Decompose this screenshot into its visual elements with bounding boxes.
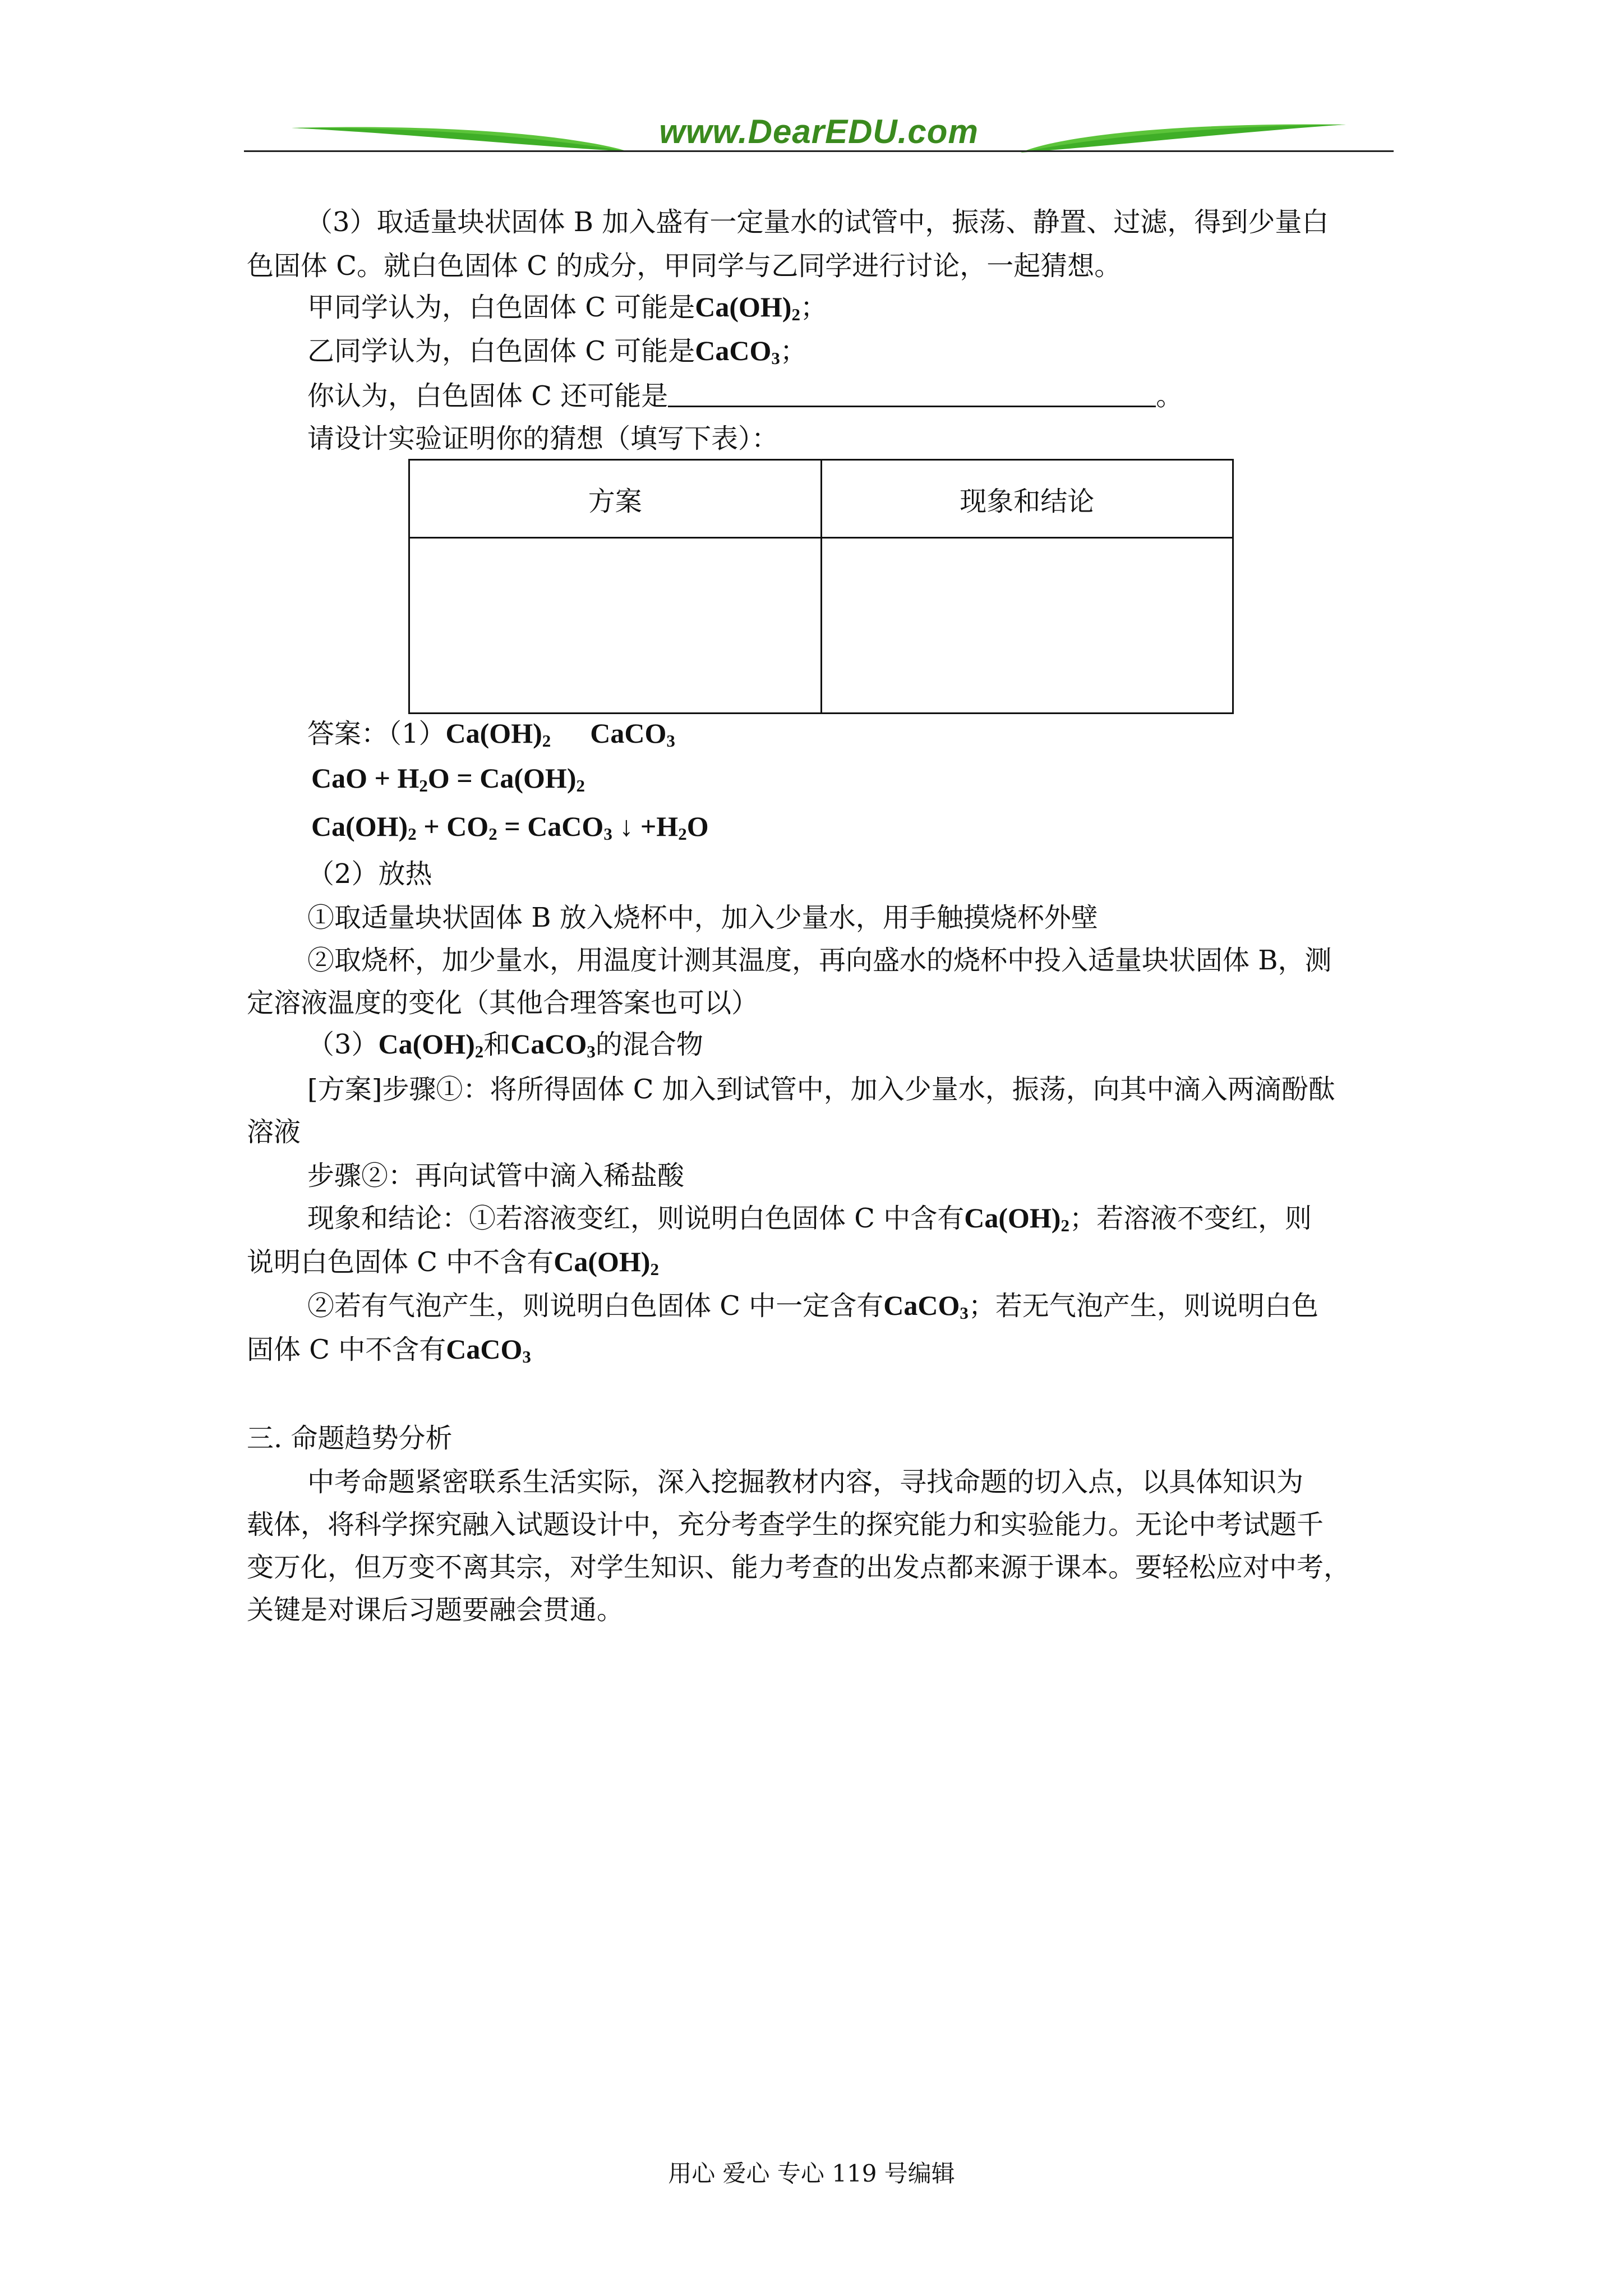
- answer-blank[interactable]: [668, 383, 1156, 407]
- q3-line-2: 色固体 C。就白色固体 C 的成分，甲同学与乙同学进行讨论，一起猜想。: [247, 250, 1122, 282]
- q3-jia-line: 甲同学认为，白色固体 C 可能是$Ca(OH)_2$；: [307, 291, 827, 324]
- plan-step-1b: 溶液: [247, 1116, 301, 1148]
- q3-line-1: （3）取适量块状固体 B 加入盛有一定量水的试管中，振荡、静置、过滤，得到少量白: [306, 206, 1329, 238]
- table-header-result: 现象和结论: [821, 460, 1233, 538]
- table-cell-result-blank[interactable]: [821, 538, 1233, 714]
- q3-design-instruction: 请设计实验证明你的猜想（填写下表）：: [307, 423, 779, 454]
- result-1a: 现象和结论：①若溶液变红，则说明白色固体 C 中含有$Ca(OH)_2$；若溶液不变红，则: [307, 1202, 1312, 1235]
- section-3-line-2: 载体，将科学探究融入试题设计中，充分考查学生的探究能力和实验能力。无论中考试题千: [247, 1509, 1324, 1540]
- formula-caco3: CaCO$_3$: [883, 1290, 969, 1323]
- answer-3-line: $(3)Ca(OH)_2$和CaCO$_3$的混合物: [307, 1028, 703, 1061]
- formula-ca-oh-2: $Ca(OH)_2$: [445, 717, 551, 751]
- plan-step-2: 步骤②：再向试管中滴入稀盐酸: [307, 1160, 685, 1191]
- formula-ca-oh-2: $Ca(OH)_2$: [964, 1202, 1069, 1235]
- result-2b: 固体 C 中不含有CaCO$_3$: [247, 1333, 531, 1366]
- experiment-design-table: [408, 459, 1234, 714]
- page-footer: 用心 爱心 专心 119 号编辑: [668, 2160, 955, 2187]
- q3-you-line: 你认为，白色固体 C 还可能是 。: [307, 380, 1183, 412]
- section-3-line-1: 中考命题紧密联系生活实际，深入挖掘教材内容，寻找命题的切入点，以具体知识为: [307, 1466, 1304, 1498]
- result-2a: ②若有气泡产生，则说明白色固体 C 中一定含有CaCO$_3$；若无气泡产生，则说明白色: [307, 1290, 1318, 1323]
- q3-jia-text: 甲同学认为，白色固体 C 可能是: [307, 292, 695, 323]
- answer-label: 答案：（1）: [307, 718, 446, 749]
- header-rule: [244, 150, 1394, 152]
- formula-ca-oh-2: $Ca(OH)_2$: [695, 291, 800, 324]
- answer-1-line: [307, 717, 675, 751]
- formula-caco3: CaCO$_3$: [695, 335, 780, 368]
- formula-ca-oh-2: $Ca(OH)_2$: [378, 1028, 484, 1061]
- q3-you-text: 你认为，白色固体 C 还可能是: [307, 380, 668, 412]
- q3-yi-line: 乙同学认为，白色固体 C 可能是CaCO$_3$；: [307, 335, 807, 368]
- q3-yi-text: 乙同学认为，白色固体 C 可能是: [307, 335, 695, 367]
- result-1b: 说明白色固体 C 中不含有$Ca(OH)_2$: [247, 1246, 659, 1279]
- equation-2: $Ca(OH)_2 + CO_2$ = CaCO$_3$ ↓ $+H_2O$: [311, 811, 709, 844]
- formula-caco3: CaCO$_3$: [590, 717, 675, 751]
- answer-2-method-2b: 定溶液温度的变化（其他合理答案也可以）: [247, 987, 759, 1019]
- table-header-plan: 方案: [409, 460, 822, 538]
- section-3-line-4: 关键是对课后习题要融会贯通。: [247, 1594, 624, 1626]
- section-3-heading: 三. 命题趋势分析: [247, 1423, 453, 1454]
- answer-2-method-2a: ②取烧杯，加少量水，用温度计测其温度，再向盛水的烧杯中投入适量块状固体 B，测: [307, 945, 1332, 976]
- table-cell-plan-blank[interactable]: [409, 538, 822, 714]
- answer-2-heading: （2）放热: [307, 858, 432, 890]
- formula-ca-oh-2: $Ca(OH)_2$: [554, 1246, 659, 1279]
- formula-caco3: CaCO$_3$: [510, 1028, 596, 1061]
- plan-step-1a: [方案]步骤①：将所得固体 C 加入到试管中，加入少量水，振荡，向其中滴入两滴酚酞: [307, 1074, 1335, 1105]
- section-3-line-3: 变万化，但万变不离其宗，对学生知识、能力考查的出发点都来源于课本。要轻松应对中考，: [247, 1552, 1351, 1583]
- formula-caco3: CaCO$_3$: [446, 1333, 531, 1366]
- header-logo-text: www.DearEDU.com: [659, 113, 979, 150]
- answer-2-method-1: ①取适量块状固体 B 放入烧杯中，加入少量水，用手触摸烧杯外壁: [307, 902, 1098, 933]
- equation-1: CaO + $H_2O = Ca(OH)_2$: [311, 762, 585, 795]
